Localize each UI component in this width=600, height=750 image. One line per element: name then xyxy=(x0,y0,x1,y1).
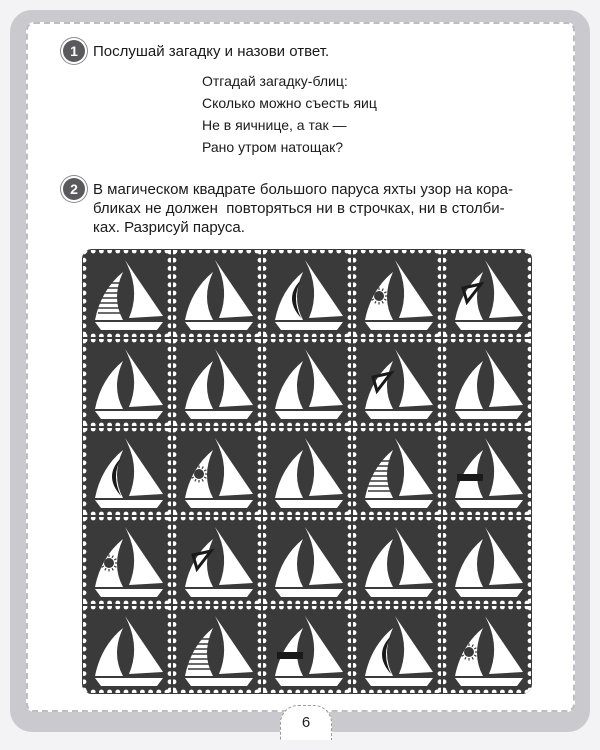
sailboat-icon xyxy=(353,517,441,604)
sailboat-icon xyxy=(83,339,171,426)
sailboat-tile-stripes xyxy=(353,428,441,515)
sailboat-tile-sun xyxy=(173,428,261,515)
task2-line: В магическом квадрате большого паруса яхты узор на кора- xyxy=(93,181,513,198)
sailboat-icon xyxy=(353,339,441,426)
task2-line: бликах не должен повторяться ни в строчках, ни в столби- xyxy=(93,200,505,217)
riddle-line: Отгадай загадку-блиц: xyxy=(202,73,348,89)
task1-instruction: Послушай загадку и назови ответ. xyxy=(93,43,330,60)
sailboat-tile-crescent xyxy=(353,606,441,693)
riddle-line: Сколько можно съесть яиц xyxy=(202,95,377,111)
sailboat-icon xyxy=(83,428,171,515)
sailboat-tile-empty xyxy=(173,339,261,426)
sailboat-icon xyxy=(353,428,441,515)
sailboat-tile-triangle xyxy=(173,517,261,604)
task-number-badge: 2 xyxy=(63,178,85,200)
riddle-line: Рано утром натощак? xyxy=(202,139,344,155)
sailboat-tile-empty xyxy=(353,517,441,604)
sailboat-icon xyxy=(263,250,351,337)
sailboat-icon xyxy=(443,339,531,426)
sailboat-icon xyxy=(353,606,441,693)
magic-square-grid xyxy=(82,249,532,694)
sailboat-icon xyxy=(443,428,531,515)
page-number: 6 xyxy=(280,705,332,740)
sailboat-icon xyxy=(83,606,171,693)
sailboat-icon xyxy=(263,517,351,604)
sailboat-tile-empty xyxy=(83,339,171,426)
sailboat-tile-triangle xyxy=(443,250,531,337)
sailboat-tile-stripes xyxy=(83,250,171,337)
sailboat-tile-band xyxy=(263,606,351,693)
sailboat-tile-stripes xyxy=(173,606,261,693)
riddle-line: Не в яичнице, а так — xyxy=(202,117,347,133)
sailboat-icon xyxy=(173,517,261,604)
sailboat-icon xyxy=(83,250,171,337)
sailboat-tile-empty xyxy=(263,428,351,515)
sailboat-icon xyxy=(443,250,531,337)
sailboat-tile-empty xyxy=(83,606,171,693)
sailboat-tile-crescent xyxy=(263,250,351,337)
sailboat-tile-crescent xyxy=(83,428,171,515)
sailboat-tile-empty xyxy=(443,339,531,426)
sailboat-icon xyxy=(173,339,261,426)
sailboat-tile-empty xyxy=(173,250,261,337)
task-number-badge: 1 xyxy=(63,40,85,62)
sailboat-tile-sun xyxy=(353,250,441,337)
sailboat-icon xyxy=(83,517,171,604)
sailboat-tile-empty xyxy=(263,339,351,426)
sailboat-icon xyxy=(173,606,261,693)
sailboat-icon xyxy=(173,428,261,515)
sailboat-icon xyxy=(443,517,531,604)
sailboat-tile-sun xyxy=(83,517,171,604)
riddle-poem xyxy=(202,70,377,158)
sailboat-icon xyxy=(173,250,261,337)
task2-instruction xyxy=(93,180,513,237)
sailboat-tile-empty xyxy=(263,517,351,604)
sailboat-icon xyxy=(263,606,351,693)
sailboat-icon xyxy=(443,606,531,693)
sailboat-tile-empty xyxy=(443,517,531,604)
task2-line: ках. Разрисуй паруса. xyxy=(93,219,245,236)
sailboat-icon xyxy=(353,250,441,337)
sailboat-tile-band xyxy=(443,428,531,515)
sailboat-tile-triangle xyxy=(353,339,441,426)
sailboat-icon xyxy=(263,339,351,426)
sailboat-tile-sun xyxy=(443,606,531,693)
sailboat-icon xyxy=(263,428,351,515)
